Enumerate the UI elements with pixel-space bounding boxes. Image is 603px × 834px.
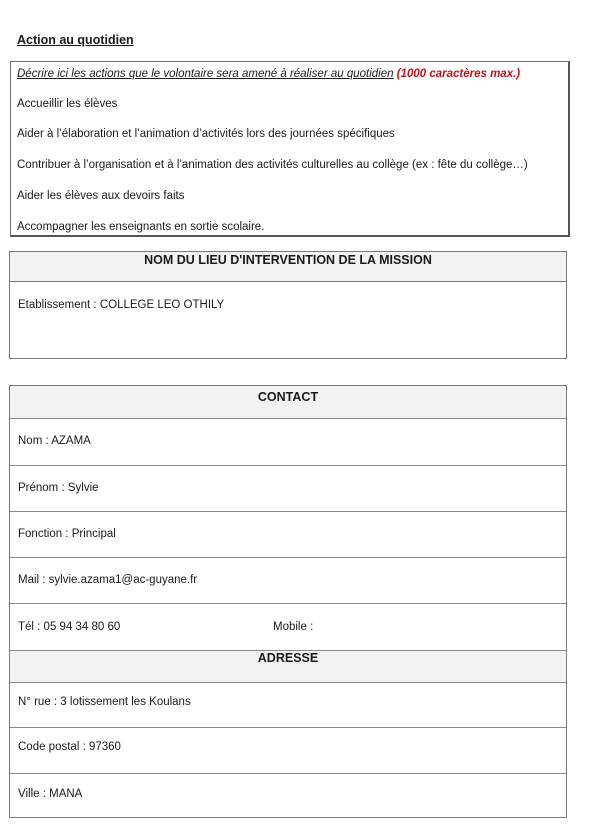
action-item: Accompagner les enseignants en sortie scolaire. bbox=[17, 221, 265, 233]
contact-heading: CONTACT bbox=[10, 386, 566, 419]
nom-field: Nom : AZAMA bbox=[18, 435, 91, 447]
fonction-field: Fonction : Principal bbox=[18, 528, 116, 540]
prenom-field: Prénom : Sylvie bbox=[18, 482, 99, 494]
actions-intro-text: Décrire ici les actions que le volontaire sera amené à réaliser au quotidien bbox=[17, 68, 394, 80]
action-item: Accueillir les élèves bbox=[17, 98, 118, 110]
ville-row bbox=[10, 774, 566, 819]
mail-row bbox=[10, 558, 566, 604]
action-item: Contribuer à l’organisation et à l’animation des activités culturelles au collège (ex : fête du collège…) bbox=[17, 159, 528, 171]
adresse-heading: ADRESSE bbox=[10, 651, 566, 683]
action-item: Aider les élèves aux devoirs faits bbox=[17, 190, 185, 202]
code-postal-field: Code postal : 97360 bbox=[18, 741, 121, 753]
etablissement-field: Etablissement : COLLEGE LEO OTHILY bbox=[18, 299, 225, 311]
action-item: Aider à l’élaboration et l’animation d’activités lors des journées spécifiques bbox=[17, 128, 395, 140]
prenom-row bbox=[10, 466, 566, 512]
section-title: Action au quotidien bbox=[17, 33, 134, 47]
mail-field: Mail : sylvie.azama1@ac-guyane.fr bbox=[18, 574, 198, 586]
tel-row bbox=[10, 604, 566, 651]
rue-field: N° rue : 3 lotissement les Koulans bbox=[18, 696, 191, 708]
nom-row bbox=[10, 419, 566, 466]
mobile-field: Mobile : bbox=[273, 621, 314, 633]
contact-box bbox=[9, 385, 567, 818]
code-postal-row bbox=[10, 728, 566, 774]
fonction-row bbox=[10, 512, 566, 558]
rue-row bbox=[10, 683, 566, 728]
ville-field: Ville : MANA bbox=[18, 788, 83, 800]
actions-intro-limit: (1000 caractères max.) bbox=[396, 68, 521, 80]
actions-box bbox=[10, 61, 570, 237]
lieu-heading: NOM DU LIEU D'INTERVENTION DE LA MISSION bbox=[10, 252, 566, 282]
tel-field: Tél : 05 94 34 80 60 bbox=[18, 621, 121, 633]
actions-intro bbox=[17, 68, 520, 80]
lieu-box bbox=[9, 251, 567, 359]
